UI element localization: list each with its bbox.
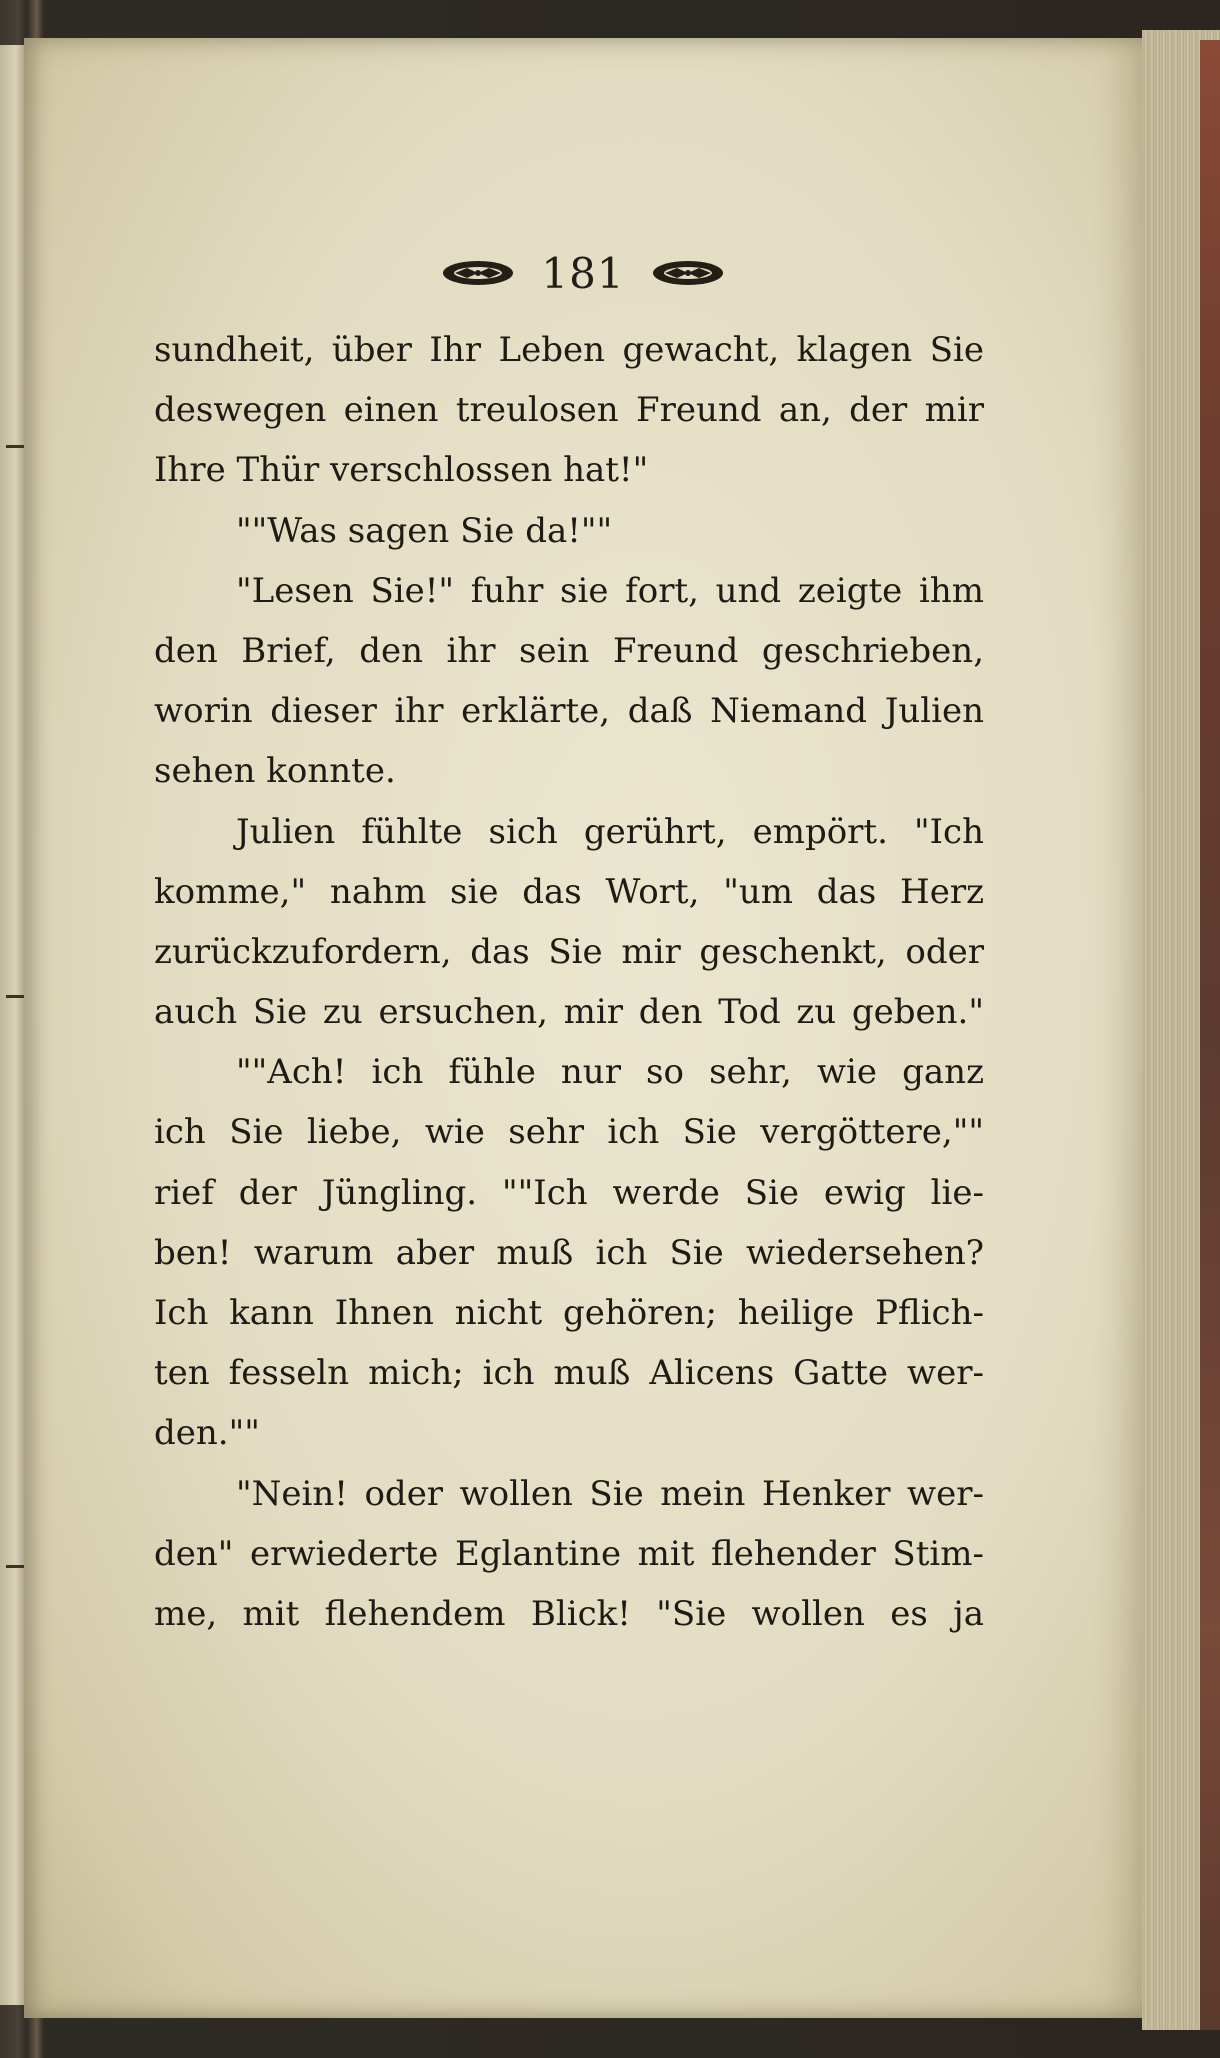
- text-line: sehen konnte.: [154, 751, 396, 792]
- text-line: sundheit, über Ihr Leben gewacht, klagen Sie: [154, 330, 984, 370]
- text-line: Julien fühlte sich gerührt, empört. "Ich: [236, 811, 984, 852]
- text-line: ben! warum aber muß ich Sie wiedersehen?: [154, 1232, 984, 1273]
- text-line: "Lesen Sie!" fuhr sie fort, und zeigte ihm: [236, 570, 984, 611]
- text-line: "Nein! oder wollen Sie mein Henker wer-: [236, 1473, 984, 1514]
- text-line: ""Ach! ich fühle nur so sehr, wie ganz: [236, 1052, 984, 1093]
- text-line: rief der Jüngling. ""Ich werde Sie ewig lie-: [154, 1172, 984, 1213]
- text-line: ten fesseln mich; ich muß Alicens Gatte wer-: [154, 1353, 984, 1394]
- text-line: Ihre Thür verschlossen hat!": [154, 450, 649, 491]
- text-line: worin dieser ihr erklärte, daß Niemand Julien: [154, 691, 984, 732]
- text-line: auch Sie zu ersuchen, mir den Tod zu geben.": [154, 992, 984, 1033]
- page-header: [24, 243, 1142, 303]
- text-line: den" erwiederte Eglantine mit flehender Stim-: [154, 1533, 984, 1574]
- text-line: ""Was sagen Sie da!"": [236, 510, 613, 551]
- page-number: 181: [541, 248, 625, 298]
- ornament-left-icon: [441, 258, 515, 288]
- text-line: me, mit flehendem Blick! "Sie wollen es ja: [154, 1593, 984, 1634]
- previous-page-edge: [0, 45, 26, 2005]
- text-line: zurückzufordern, das Sie mir geschenkt, oder: [154, 931, 984, 972]
- text-line: deswegen einen treulosen Freund an, der mir: [154, 390, 984, 431]
- text-line: den."": [154, 1413, 260, 1454]
- ornament-right-icon: [651, 258, 725, 288]
- body-text: [154, 320, 984, 1644]
- text-line: ich Sie liebe, wie sehr ich Sie vergöttere,"": [154, 1112, 984, 1153]
- text-line: komme," nahm sie das Wort, "um das Herz: [154, 871, 984, 912]
- text-line: den Brief, den ihr sein Freund geschrieben,: [154, 630, 984, 671]
- book-page: [24, 38, 1142, 2018]
- text-line: Ich kann Ihnen nicht gehören; heilige Pflich-: [154, 1293, 984, 1333]
- book-cover-edge: [1200, 40, 1220, 2030]
